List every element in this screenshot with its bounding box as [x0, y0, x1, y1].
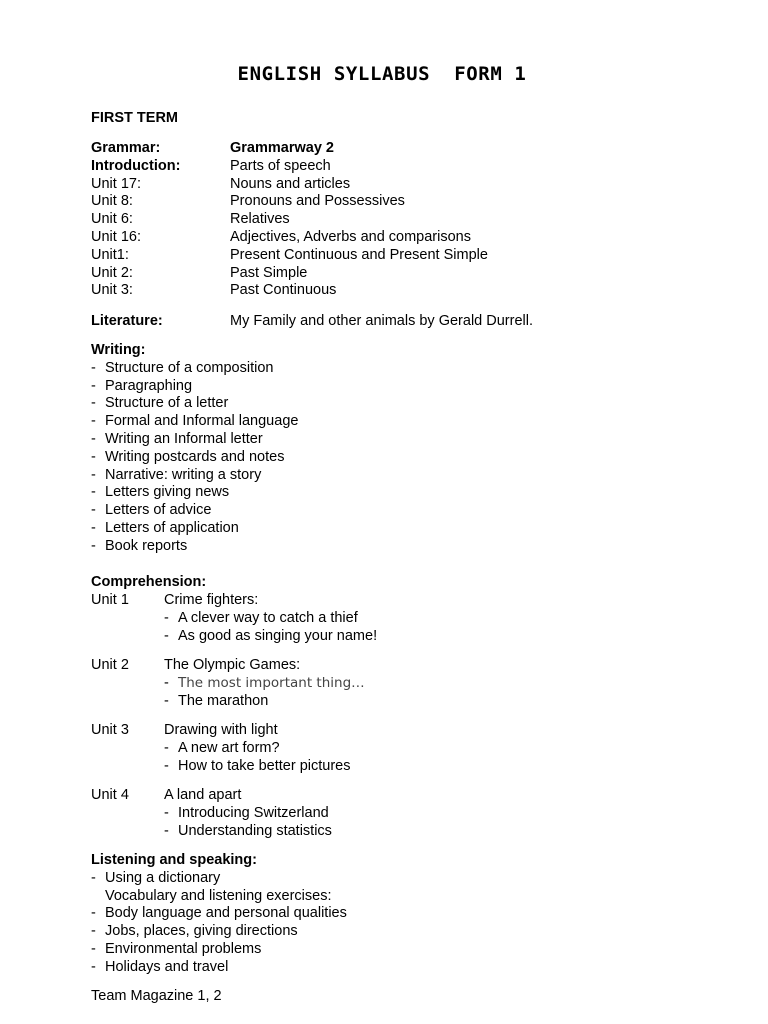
unit-header-row — [91, 722, 350, 740]
grammar-row — [91, 176, 488, 194]
list-item-text: Structure of a letter — [105, 395, 229, 412]
list-item-text: The most important thing… — [178, 674, 365, 691]
dash-bullet: - — [91, 502, 96, 519]
literature-text: My Family and other animals by Gerald Durrell. — [230, 313, 533, 329]
dash-bullet: - — [91, 377, 96, 394]
list-item — [91, 360, 298, 378]
list-item — [91, 431, 298, 449]
grammar-header-row — [91, 140, 488, 158]
list-item-text: A clever way to catch a thief — [178, 609, 358, 626]
grammar-unit: Unit 2: — [91, 264, 133, 281]
list-item-text: Letters of advice — [105, 502, 212, 519]
list-item-text: Letters giving news — [105, 484, 230, 501]
list-item — [91, 484, 298, 502]
list-item-text: Structure of a composition — [105, 359, 274, 376]
dash-bullet: - — [91, 537, 96, 554]
list-item-text: Introducing Switzerland — [178, 804, 329, 821]
list-item — [91, 502, 298, 520]
list-item — [91, 805, 332, 823]
list-item — [91, 959, 347, 977]
dash-bullet: - — [164, 804, 169, 821]
writing-list — [91, 360, 298, 556]
listening-label: Listening and speaking: — [91, 852, 257, 868]
grammar-row — [91, 229, 488, 247]
unit-label: Unit 4 — [91, 787, 129, 803]
grammar-topic: Nouns and articles — [230, 175, 351, 192]
footer-text: Team Magazine 1, 2 — [91, 988, 222, 1004]
writing-label: Writing: — [91, 342, 146, 358]
list-item — [91, 941, 347, 959]
writing-section — [91, 342, 298, 556]
dash-bullet: - — [91, 448, 96, 465]
comprehension-unit-2 — [91, 657, 365, 710]
dash-bullet: - — [164, 674, 169, 691]
grammar-topic: Adjectives, Adverbs and comparisons — [230, 228, 471, 245]
grammar-topic: Present Continuous and Present Simple — [230, 246, 488, 263]
list-item-text: As good as singing your name! — [178, 627, 378, 644]
term-heading: FIRST TERM — [91, 110, 178, 126]
list-item — [91, 610, 377, 628]
dash-bullet: - — [164, 692, 169, 709]
grammar-unit: Unit1: — [91, 246, 129, 263]
listening-list-continued — [91, 905, 347, 976]
comprehension-unit-1 — [91, 592, 377, 645]
dash-bullet: - — [91, 466, 96, 483]
grammar-row — [91, 211, 488, 229]
document-title: ENGLISH SYLLABUS FORM 1 — [237, 63, 527, 85]
grammar-topic: Past Simple — [230, 264, 308, 281]
list-item-text: Holidays and travel — [105, 958, 229, 975]
listening-list — [91, 870, 347, 888]
dash-bullet: - — [164, 757, 169, 774]
unit-label: Unit 3 — [91, 722, 129, 738]
unit-label: Unit 2 — [91, 657, 129, 673]
comprehension-label: Comprehension: — [91, 574, 207, 590]
list-item — [91, 413, 298, 431]
list-item-text: Writing an Informal letter — [105, 430, 263, 447]
list-item-text: Formal and Informal language — [105, 413, 299, 430]
grammar-unit: Unit 16: — [91, 228, 141, 245]
unit-theme: The Olympic Games: — [164, 657, 301, 673]
grammar-row — [91, 265, 488, 283]
dash-bullet: - — [91, 430, 96, 447]
listening-section — [91, 852, 347, 977]
list-item-text: Body language and personal qualities — [105, 905, 347, 922]
grammar-row — [91, 193, 488, 211]
grammar-section — [91, 140, 488, 300]
list-item — [91, 905, 347, 923]
list-item — [91, 378, 298, 396]
dash-bullet: - — [164, 627, 169, 644]
list-item — [91, 520, 298, 538]
dash-bullet: - — [91, 923, 96, 940]
grammar-book: Grammarway 2 — [230, 140, 334, 156]
dash-bullet: - — [91, 519, 96, 536]
list-item — [91, 449, 298, 467]
unit-theme: Crime fighters: — [164, 592, 259, 608]
list-item — [91, 923, 347, 941]
grammar-topic: Past Continuous — [230, 282, 337, 299]
unit-label: Unit 1 — [91, 592, 129, 608]
list-item-text: Writing postcards and notes — [105, 448, 285, 465]
list-item — [91, 628, 377, 646]
dash-bullet: - — [91, 359, 96, 376]
list-item — [91, 538, 298, 556]
literature-section — [91, 313, 533, 331]
dash-bullet: - — [91, 958, 96, 975]
dash-bullet: - — [164, 739, 169, 756]
list-item-text: The marathon — [178, 692, 269, 709]
grammar-unit: Unit 6: — [91, 211, 133, 228]
list-item — [91, 823, 332, 841]
dash-bullet: - — [91, 484, 96, 501]
dash-bullet: - — [91, 940, 96, 957]
grammar-row — [91, 282, 488, 300]
grammar-row — [91, 158, 488, 176]
unit-header-row — [91, 787, 332, 805]
list-item-text: Using a dictionary — [105, 869, 221, 886]
grammar-unit: Unit 3: — [91, 282, 133, 299]
grammar-topic: Pronouns and Possessives — [230, 193, 405, 210]
grammar-label: Grammar: — [91, 140, 161, 156]
list-item — [91, 870, 347, 888]
grammar-topic: Relatives — [230, 211, 290, 228]
list-item-text: Letters of application — [105, 519, 239, 536]
dash-bullet: - — [91, 905, 96, 922]
list-item-text: How to take better pictures — [178, 757, 351, 774]
grammar-unit: Introduction: — [91, 157, 181, 174]
grammar-unit: Unit 17: — [91, 175, 141, 192]
unit-header-row — [91, 657, 365, 675]
literature-label: Literature: — [91, 313, 163, 329]
dash-bullet: - — [91, 869, 96, 886]
grammar-topic: Parts of speech — [230, 157, 331, 174]
list-item-text: Book reports — [105, 537, 188, 554]
grammar-row — [91, 247, 488, 265]
dash-bullet: - — [91, 395, 96, 412]
list-item — [91, 740, 350, 758]
dash-bullet: - — [164, 609, 169, 626]
list-item — [91, 758, 350, 776]
vocabulary-line: Vocabulary and listening exercises: — [105, 887, 332, 904]
dash-bullet: - — [164, 822, 169, 839]
unit-theme: A land apart — [164, 787, 242, 803]
list-item — [91, 395, 298, 413]
list-item — [91, 693, 365, 711]
list-item-text: Narrative: writing a story — [105, 466, 262, 483]
list-item — [91, 675, 365, 693]
literature-row — [91, 313, 533, 331]
unit-header-row — [91, 592, 377, 610]
list-item-text: Paragraphing — [105, 377, 193, 394]
unit-theme: Drawing with light — [164, 722, 278, 738]
comprehension-unit-3 — [91, 722, 350, 775]
list-item-text: Jobs, places, giving directions — [105, 923, 298, 940]
list-item — [91, 467, 298, 485]
list-item-text: Understanding statistics — [178, 822, 332, 839]
comprehension-unit-4 — [91, 787, 332, 840]
dash-bullet: - — [91, 413, 96, 430]
grammar-unit: Unit 8: — [91, 193, 133, 210]
list-item-text: A new art form? — [178, 739, 280, 756]
list-item-text: Environmental problems — [105, 940, 262, 957]
